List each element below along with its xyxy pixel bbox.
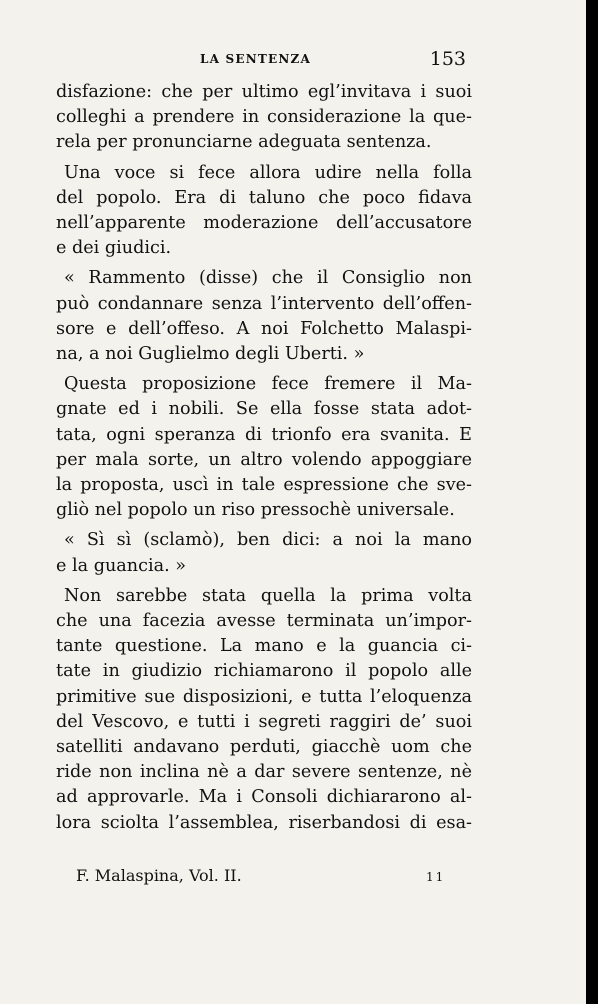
page-number: 153: [429, 48, 466, 70]
scan-edge: [586, 0, 598, 1004]
text-line: che una facezia avesse terminata un’impor-: [56, 611, 472, 632]
text-line: Una voce si fece allora udire nella folla: [64, 162, 472, 183]
text-line: nell’apparente moderazione dell’accusatore: [56, 213, 472, 234]
signature-mark: 11: [426, 870, 446, 884]
text-line: na, a noi Guglielmo degli Uberti. »: [56, 344, 365, 365]
text-line: la proposta, uscì in tale espressione che sve-: [56, 475, 472, 496]
text-line: « Rammento (disse) che il Consiglio non: [64, 268, 472, 289]
footer-signature: F. Malaspina, Vol. II.: [76, 866, 242, 885]
text-line: del Vescovo, e tutti i segreti raggiri de’ suoi: [56, 711, 472, 732]
text-line: e la guancia. »: [56, 555, 187, 576]
paragraph: [56, 528, 472, 578]
text-line: gliò nel popolo un riso pressochè universale.: [56, 500, 455, 521]
text-line: e dei giudici.: [56, 238, 172, 259]
paragraph: [56, 584, 472, 836]
page-header: [60, 48, 470, 78]
text-line: primitive sue disposizioni, e tutta l’eloquenza: [56, 686, 472, 707]
text-line: del popolo. Era di taluno che poco fidava: [56, 187, 472, 208]
text-line: sore e dell’offeso. A noi Folchetto Malaspi-: [56, 318, 472, 339]
paragraph: [56, 80, 472, 156]
paragraph: [56, 372, 472, 523]
text-line: lora sciolta l’assemblea, riserbandosi di esa-: [56, 812, 472, 833]
text-line: tate in giudizio richiamarono il popolo alle: [56, 661, 472, 682]
text-line: tata, ogni speranza di trionfo era svanita. E: [56, 424, 472, 445]
paragraph: [56, 266, 472, 367]
text-line: ride non inclina nè a dar severe sentenze, nè: [56, 762, 472, 783]
text-line: può condannare senza l’intervento dell’offen-: [56, 293, 472, 314]
text-line: disfazione: che per ultimo egl’invitava i suoi: [56, 82, 472, 102]
text-line: ad approvarle. Ma i Consoli dichiararono al-: [56, 787, 472, 808]
running-title: LA SENTENZA: [200, 52, 312, 66]
text-line: « Sì sì (sclamò), ben dici: a noi la mano: [64, 530, 472, 551]
text-line: colleghi a prendere in considerazione la que-: [56, 107, 472, 128]
text-line: gnate ed i nobili. Se ella fosse stata adot-: [56, 399, 472, 420]
text-line: Non sarebbe stata quella la prima volta: [64, 585, 472, 606]
text-line: tante questione. La mano e la guancia ci-: [56, 636, 472, 657]
text-line: rela per pronunciarne adeguata sentenza.: [56, 132, 432, 153]
text-line: Questa proposizione fece fremere il Ma-: [64, 374, 472, 395]
page-body: [56, 80, 472, 836]
paragraph: [56, 161, 472, 262]
text-line: per mala sorte, un altro volendo appoggiare: [56, 449, 472, 470]
text-line: satelliti andavano perduti, giacchè uom che: [56, 737, 472, 758]
